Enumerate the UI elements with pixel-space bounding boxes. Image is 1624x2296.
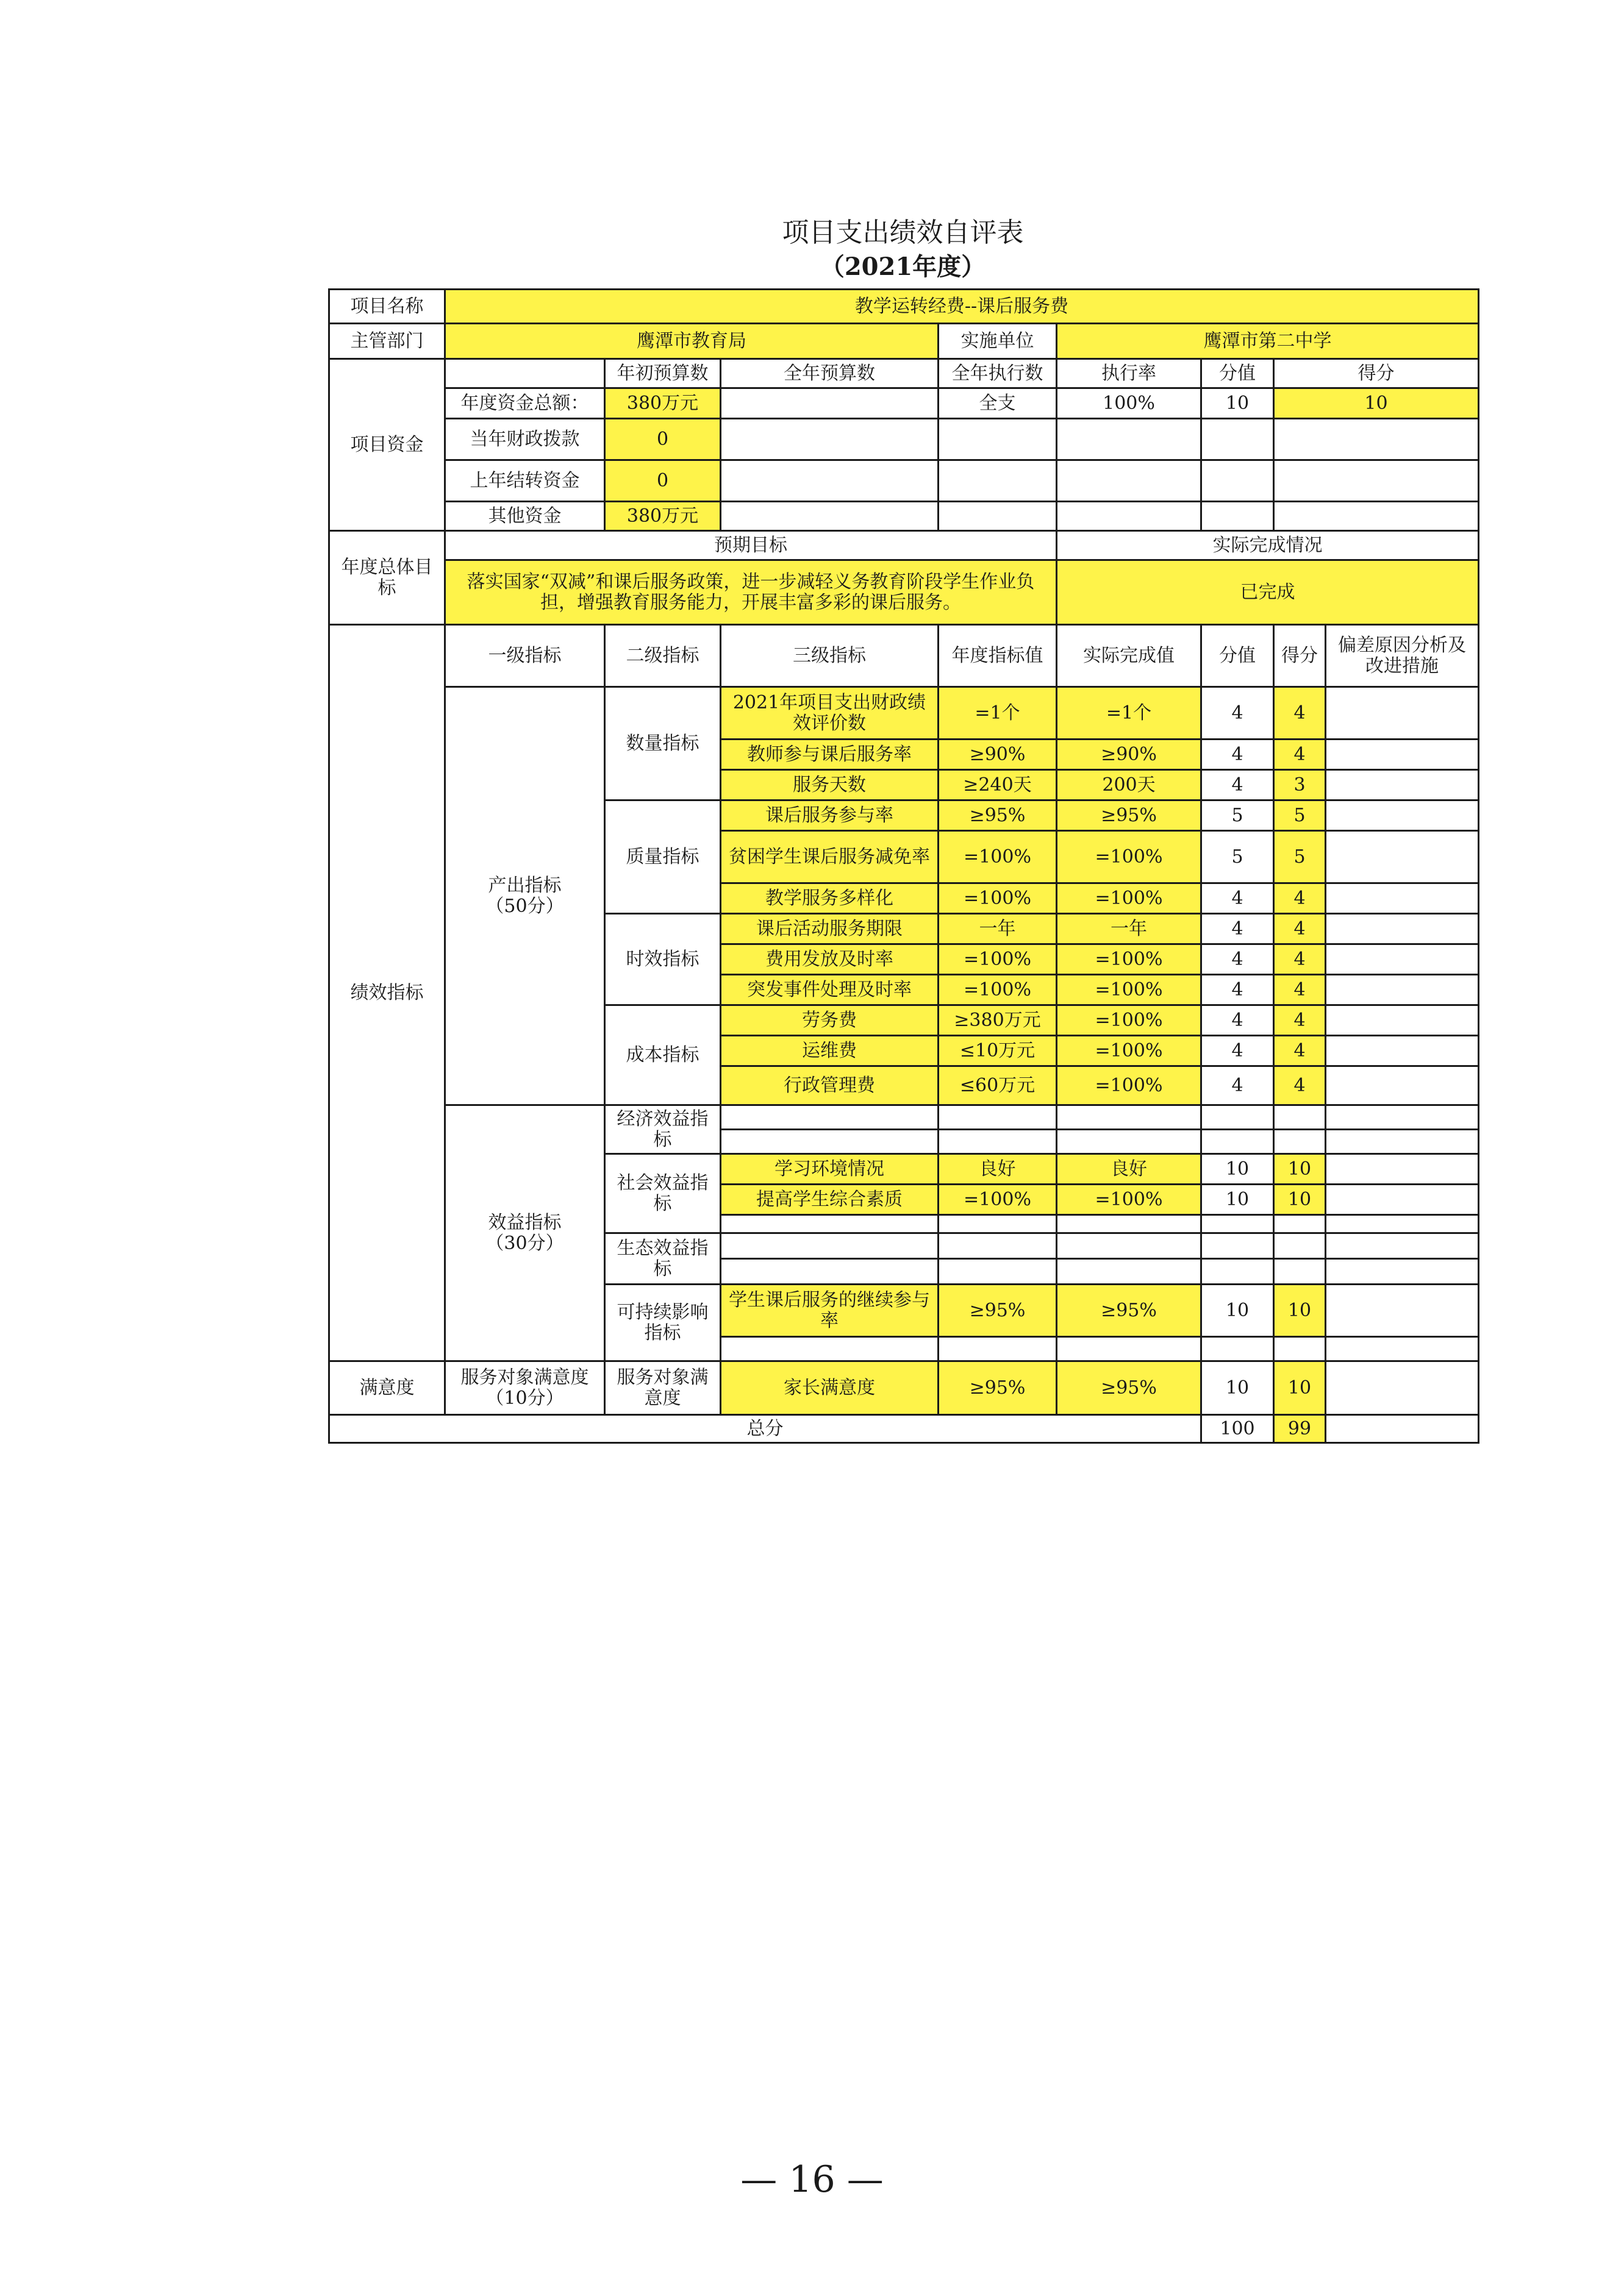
perf-row <box>329 687 1479 740</box>
satisfaction-score: 10 <box>1201 1361 1274 1415</box>
perf-header: 分值 <box>1201 625 1274 687</box>
funds-initial: 0 <box>605 419 721 460</box>
perf-item-name: 学习环境情况 <box>721 1154 939 1185</box>
perf-item-got: 4 <box>1274 1066 1326 1105</box>
perf-item-target: ≤60万元 <box>939 1066 1057 1105</box>
perf-item-remark <box>1326 883 1479 914</box>
total-remark <box>1326 1415 1479 1443</box>
perf-header: 三级指标 <box>721 625 939 687</box>
perf-item-actual: 良好 <box>1057 1154 1201 1185</box>
row-department <box>329 324 1479 359</box>
perf-label: 绩效指标 <box>329 625 445 1361</box>
satisfaction-level1: 服务对象满意度（10分） <box>445 1361 605 1415</box>
perf-item-name: 教师参与课后服务率 <box>721 740 939 770</box>
form-title: 项目支出绩效自评表 <box>782 217 1024 248</box>
funds-got: 10 <box>1274 388 1479 419</box>
funds-annual <box>721 460 939 502</box>
perf-item-target: ≥380万元 <box>939 1005 1057 1036</box>
funds-row <box>329 419 1479 460</box>
perf-item-target: =100% <box>939 831 1057 883</box>
perf-item-remark <box>1326 1005 1479 1036</box>
perf-item-actual: =100% <box>1057 1036 1201 1066</box>
funds-got <box>1274 460 1479 502</box>
perf-item-remark <box>1326 1036 1479 1066</box>
perf-item-score: 10 <box>1201 1154 1274 1185</box>
perf-item-score: 4 <box>1201 740 1274 770</box>
funds-executed <box>939 419 1057 460</box>
funds-score <box>1201 460 1274 502</box>
perf-item-target: 良好 <box>939 1154 1057 1185</box>
perf-header: 得分 <box>1274 625 1326 687</box>
perf-item-name: 行政管理费 <box>721 1066 939 1105</box>
perf-item-remark <box>1326 944 1479 975</box>
satisfaction-remark <box>1326 1361 1479 1415</box>
satisfaction-target: ≥95% <box>939 1361 1057 1415</box>
perf-item-score: 4 <box>1201 1005 1274 1036</box>
row-satisfaction <box>329 1361 1479 1415</box>
funds-got <box>1274 419 1479 460</box>
funds-rate <box>1057 502 1201 531</box>
row-total <box>329 1415 1479 1443</box>
goals-label: 年度总体目标 <box>329 531 445 625</box>
funds-executed <box>939 460 1057 502</box>
satisfaction-level2: 服务对象满意度 <box>605 1361 721 1415</box>
perf-item-name: 费用发放及时率 <box>721 944 939 975</box>
funds-executed <box>939 502 1057 531</box>
perf-item-name: 2021年项目支出财政绩效评价数 <box>721 687 939 740</box>
perf-header: 二级指标 <box>605 625 721 687</box>
perf-header: 一级指标 <box>445 625 605 687</box>
perf-item-target: =1个 <box>939 687 1057 740</box>
social-indicator-label: 社会效益指标 <box>605 1154 721 1233</box>
perf-item-got: 4 <box>1274 1036 1326 1066</box>
perf-item-got: 5 <box>1274 800 1326 831</box>
goals-actual: 已完成 <box>1057 560 1479 625</box>
perf-header: 实际完成值 <box>1057 625 1201 687</box>
perf-item-got: 10 <box>1274 1154 1326 1185</box>
row-funds-header <box>329 359 1479 388</box>
perf-item-score: 4 <box>1201 975 1274 1005</box>
project-name-value: 教学运转经费--课后服务费 <box>445 290 1479 324</box>
goals-actual-header: 实际完成情况 <box>1057 531 1479 560</box>
perf-item-score: 10 <box>1201 1185 1274 1215</box>
funds-rate <box>1057 419 1201 460</box>
perf-item-name: 课后服务参与率 <box>721 800 939 831</box>
perf-item-target: ≥240天 <box>939 770 1057 800</box>
funds-score: 10 <box>1201 388 1274 419</box>
perf-item-target: =100% <box>939 1185 1057 1215</box>
perf-item-target: ≥90% <box>939 740 1057 770</box>
funds-score <box>1201 502 1274 531</box>
eco-indicator-label: 生态效益指标 <box>605 1233 721 1285</box>
perf-item-remark <box>1326 1066 1479 1105</box>
funds-row-label: 上年结转资金 <box>445 460 605 502</box>
perf-item-target: =100% <box>939 944 1057 975</box>
timeliness-indicator-label: 时效指标 <box>605 914 721 1005</box>
goals-expected-header: 预期目标 <box>445 531 1057 560</box>
funds-rate: 100% <box>1057 388 1201 419</box>
funds-row-label: 当年财政拨款 <box>445 419 605 460</box>
perf-item-remark <box>1326 800 1479 831</box>
perf-item-actual: =100% <box>1057 831 1201 883</box>
perf-item-target: 一年 <box>939 914 1057 944</box>
perf-item-target: ≤10万元 <box>939 1036 1057 1066</box>
perf-item-actual: =1个 <box>1057 687 1201 740</box>
perf-item-target: =100% <box>939 975 1057 1005</box>
perf-item-got: 5 <box>1274 831 1326 883</box>
cost-indicator-label: 成本指标 <box>605 1005 721 1105</box>
perf-item-actual: =100% <box>1057 1185 1201 1215</box>
perf-item-got: 4 <box>1274 975 1326 1005</box>
impl-value: 鹰潭市第二中学 <box>1057 324 1479 359</box>
perf-item-name: 教学服务多样化 <box>721 883 939 914</box>
perf-item-actual: =100% <box>1057 1066 1201 1105</box>
perf-item-score: 5 <box>1201 831 1274 883</box>
perf-item-name: 学生课后服务的继续参与率 <box>721 1285 939 1337</box>
perf-item-score: 5 <box>1201 800 1274 831</box>
perf-item-score: 4 <box>1201 914 1274 944</box>
perf-item-name: 贫困学生课后服务减免率 <box>721 831 939 883</box>
perf-item-target: =100% <box>939 883 1057 914</box>
satisfaction-actual: ≥95% <box>1057 1361 1201 1415</box>
perf-item-remark <box>1326 1154 1479 1185</box>
perf-item-remark <box>1326 831 1479 883</box>
goals-expected: 落实国家“双减”和课后服务政策，进一步减轻义务教育阶段学生作业负担，增强教育服务能力，开展丰富多彩的课后服务。 <box>445 560 1057 625</box>
funds-annual <box>721 419 939 460</box>
funds-initial: 380万元 <box>605 388 721 419</box>
dept-value: 鹰潭市教育局 <box>445 324 939 359</box>
perf-item-remark <box>1326 975 1479 1005</box>
satisfaction-label: 满意度 <box>329 1361 445 1415</box>
perf-item-got: 4 <box>1274 687 1326 740</box>
funds-annual <box>721 502 939 531</box>
perf-item-actual: =100% <box>1057 883 1201 914</box>
total-got: 99 <box>1274 1415 1326 1443</box>
economic-indicator-label: 经济效益指标 <box>605 1105 721 1154</box>
perf-header: 偏差原因分析及改进措施 <box>1326 625 1479 687</box>
impl-label: 实施单位 <box>939 324 1057 359</box>
funds-header-blank <box>445 359 605 388</box>
perf-item-name: 运维费 <box>721 1036 939 1066</box>
perf-item-score: 4 <box>1201 1036 1274 1066</box>
perf-item-name: 突发事件处理及时率 <box>721 975 939 1005</box>
quantity-indicator-label: 数量指标 <box>605 687 721 800</box>
perf-item-actual: ≥90% <box>1057 740 1201 770</box>
funds-header: 分值 <box>1201 359 1274 388</box>
total-score: 100 <box>1201 1415 1274 1443</box>
perf-item-got: 4 <box>1274 1005 1326 1036</box>
funds-row <box>329 460 1479 502</box>
perf-item-got: 4 <box>1274 944 1326 975</box>
perf-item-remark <box>1326 1185 1479 1215</box>
perf-item-remark <box>1326 1285 1479 1337</box>
perf-item-score: 4 <box>1201 687 1274 740</box>
row-perf-header <box>329 625 1479 687</box>
form-subtitle: （2021年度） <box>820 252 986 281</box>
row-goals <box>329 560 1479 625</box>
output-indicator-label: 产出指标 （50分） <box>445 687 605 1105</box>
dept-label: 主管部门 <box>329 324 445 359</box>
perf-item-score: 10 <box>1201 1285 1274 1337</box>
page-number: — 16 — <box>740 2158 884 2201</box>
perf-item-actual: 一年 <box>1057 914 1201 944</box>
funds-executed: 全支 <box>939 388 1057 419</box>
perf-item-remark <box>1326 687 1479 740</box>
perf-item-name: 服务天数 <box>721 770 939 800</box>
benefit-indicator-label: 效益指标 （30分） <box>445 1105 605 1361</box>
perf-item-name: 劳务费 <box>721 1005 939 1036</box>
perf-item-actual: 200天 <box>1057 770 1201 800</box>
project-name-label: 项目名称 <box>329 290 445 324</box>
sustain-indicator-label: 可持续影响指标 <box>605 1285 721 1361</box>
satisfaction-name: 家长满意度 <box>721 1361 939 1415</box>
perf-item-name: 课后活动服务期限 <box>721 914 939 944</box>
perf-item-score: 4 <box>1201 944 1274 975</box>
perf-item-remark <box>1326 740 1479 770</box>
perf-item-actual: =100% <box>1057 944 1201 975</box>
perf-item-got: 4 <box>1274 914 1326 944</box>
total-label: 总分 <box>329 1415 1201 1443</box>
perf-item-actual: ≥95% <box>1057 800 1201 831</box>
funds-header: 全年执行数 <box>939 359 1057 388</box>
funds-initial: 0 <box>605 460 721 502</box>
perf-item-got: 4 <box>1274 883 1326 914</box>
row-goals-header <box>329 531 1479 560</box>
form-header <box>328 207 1478 287</box>
funds-label: 项目资金 <box>329 359 445 531</box>
funds-header: 年初预算数 <box>605 359 721 388</box>
perf-item-score: 4 <box>1201 770 1274 800</box>
funds-annual <box>721 388 939 419</box>
perf-item-actual: ≥95% <box>1057 1285 1201 1337</box>
perf-item-actual: =100% <box>1057 1005 1201 1036</box>
perf-item-score: 4 <box>1201 1066 1274 1105</box>
funds-header: 全年预算数 <box>721 359 939 388</box>
perf-item-actual: =100% <box>1057 975 1201 1005</box>
perf-item-got: 4 <box>1274 740 1326 770</box>
perf-item-remark <box>1326 770 1479 800</box>
funds-score <box>1201 419 1274 460</box>
perf-item-name: 提高学生综合素质 <box>721 1185 939 1215</box>
perf-header: 年度指标值 <box>939 625 1057 687</box>
satisfaction-got: 10 <box>1274 1361 1326 1415</box>
funds-header: 执行率 <box>1057 359 1201 388</box>
funds-row-label: 其他资金 <box>445 502 605 531</box>
perf-row <box>329 1105 1479 1130</box>
funds-initial: 380万元 <box>605 502 721 531</box>
funds-got <box>1274 502 1479 531</box>
funds-rate <box>1057 460 1201 502</box>
perf-item-got: 10 <box>1274 1185 1326 1215</box>
funds-row <box>329 502 1479 531</box>
perf-item-got: 10 <box>1274 1285 1326 1337</box>
perf-item-score: 4 <box>1201 883 1274 914</box>
quality-indicator-label: 质量指标 <box>605 800 721 914</box>
row-project-name <box>329 290 1479 324</box>
evaluation-table <box>328 288 1479 1444</box>
perf-item-target: ≥95% <box>939 800 1057 831</box>
funds-header: 得分 <box>1274 359 1479 388</box>
perf-item-target: ≥95% <box>939 1285 1057 1337</box>
funds-row-label: 年度资金总额： <box>445 388 605 419</box>
perf-item-remark <box>1326 914 1479 944</box>
perf-item-got: 3 <box>1274 770 1326 800</box>
funds-row <box>329 388 1479 419</box>
